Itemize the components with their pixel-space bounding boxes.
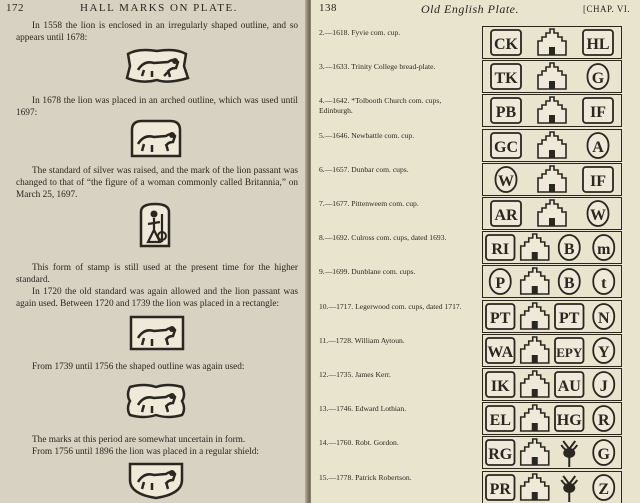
maker-initials-mark: [555, 338, 584, 363]
maker-initials-mark: [486, 235, 515, 260]
svg-text:J: J: [599, 378, 608, 395]
castle-mark-icon: [538, 200, 566, 226]
castle-mark-icon: [521, 405, 549, 431]
castle-mark-icon: [521, 268, 549, 294]
hallmark-marks: [483, 95, 621, 126]
maker-initials-mark: [555, 304, 584, 329]
hallmark-box: [482, 197, 622, 230]
maker-initials-mark: [486, 372, 515, 397]
svg-text:G: G: [597, 446, 610, 464]
hallmark-row-label: 2.—1618. Fyvie com. cup.: [319, 28, 401, 37]
left-running-head: HALL MARKS ON PLATE.: [80, 2, 238, 14]
castle-mark-icon: [521, 371, 549, 397]
maker-initials-mark: [486, 440, 515, 465]
maker-initials-mark: [555, 372, 584, 397]
svg-text:B: B: [563, 275, 575, 293]
hallmark-marks: [483, 403, 621, 434]
svg-text:R: R: [597, 412, 610, 430]
hallmark-box: [482, 163, 622, 196]
lion-arched-outline-mark: [128, 118, 184, 158]
maker-initials-mark: [593, 235, 614, 260]
svg-text:HL: HL: [586, 36, 610, 53]
hallmark-row: [311, 60, 640, 96]
svg-text:t: t: [601, 275, 607, 293]
maker-initials-mark: [555, 406, 584, 431]
maker-initials-mark: [583, 30, 613, 55]
maker-initials-mark: [593, 406, 614, 431]
svg-text:m: m: [597, 241, 611, 259]
left-page-number: 172: [6, 2, 24, 14]
hallmark-row: [311, 197, 640, 233]
hallmark-row-label: 13.—1746. Edward Lothian.: [319, 404, 407, 414]
hallmark-marks: [483, 472, 621, 503]
hallmark-marks: [483, 335, 621, 366]
maker-initials-mark: [588, 133, 609, 158]
castle-mark-icon: [521, 439, 549, 465]
maker-initials-mark: [491, 64, 521, 89]
maker-initials-mark: [486, 338, 515, 363]
hallmark-marks: [483, 164, 621, 195]
svg-text:AU: AU: [557, 378, 581, 395]
hallmark-row: [311, 26, 640, 62]
svg-text:Y: Y: [597, 343, 610, 361]
hallmark-row-label: 8.—1692. Culross com. cups, dated 1693.: [319, 233, 447, 243]
hallmark-box: [482, 60, 622, 93]
hallmark-row-label: 5.—1646. Newbattle com. cup.: [319, 130, 415, 140]
hallmark-row: [311, 300, 640, 336]
maker-initials-mark: [583, 167, 613, 192]
hallmark-row-label: 4.—1642. *Tolbooth Church com. cups, Edinburgh.: [319, 96, 442, 116]
castle-mark-icon: [521, 474, 549, 500]
hallmark-row: [311, 129, 640, 165]
maker-initials-mark: [486, 304, 515, 329]
lion-shaped-outline-mark: [124, 381, 188, 421]
svg-text:AR: AR: [494, 207, 518, 224]
hallmark-box: [482, 368, 622, 401]
hallmark-marks: [483, 130, 621, 161]
svg-text:IF: IF: [590, 172, 606, 190]
hallmark-row: [311, 163, 640, 199]
hallmark-marks: [483, 437, 621, 468]
hallmark-row: [311, 231, 640, 267]
svg-text:EPY: EPY: [556, 344, 583, 360]
castle-mark-icon: [521, 234, 549, 260]
castle-mark-icon: [521, 303, 549, 329]
svg-text:RG: RG: [488, 446, 513, 464]
svg-text:GC: GC: [494, 138, 518, 156]
svg-text:B: B: [563, 241, 575, 259]
svg-text:W: W: [590, 207, 606, 224]
paragraph-uncertain: The marks at this period are somewhat uncertain in form.: [32, 435, 246, 445]
svg-text:A: A: [592, 138, 604, 156]
chapter-label: [CHAP. VI.: [583, 4, 631, 14]
paragraph-1739: From 1739 until 1756 the shaped outline was again used:: [32, 362, 245, 372]
paragraph-1558: In 1558 the lion is enclosed in an irregularly shaped outline, and so appears until 1678:: [16, 21, 298, 43]
svg-text:CK: CK: [494, 36, 518, 53]
svg-text:P: P: [495, 275, 506, 293]
britannia-figure-mark: [138, 202, 172, 250]
hallmark-row-label: 9.—1699. Dunblane com. cups.: [319, 267, 416, 277]
hallmark-row: [311, 402, 640, 438]
hallmark-box: [482, 300, 622, 333]
hallmark-box: [482, 231, 622, 264]
paragraph-higher-standard: This form of stamp is still used at the present time for the higher standard.: [16, 263, 298, 285]
svg-text:PR: PR: [489, 480, 511, 498]
lion-irregular-outline-mark: [124, 46, 190, 86]
hallmark-row-label: 14.—1760. Robt. Gordon.: [319, 438, 399, 448]
hallmark-box: [482, 265, 622, 298]
hallmark-box: [482, 94, 622, 127]
castle-mark-icon: [538, 29, 566, 55]
svg-text:PT: PT: [490, 309, 511, 327]
maker-initials-mark: [491, 98, 521, 123]
thistle-mark-icon: [561, 441, 577, 467]
hallmark-box: [482, 129, 622, 162]
maker-initials-mark: [593, 304, 614, 329]
hallmark-row: [311, 334, 640, 370]
svg-text:PT: PT: [559, 309, 580, 327]
maker-initials-mark: [588, 64, 609, 89]
hallmark-row: [311, 471, 640, 503]
maker-initials-mark: [490, 269, 511, 294]
hallmark-box: [482, 334, 622, 367]
hallmark-row-label: 7.—1677. Pittenweem com. cup.: [319, 199, 419, 208]
left-page: [0, 0, 308, 503]
hallmark-marks: [483, 232, 621, 263]
svg-text:TK: TK: [494, 70, 518, 88]
svg-text:WA: WA: [487, 343, 514, 361]
lion-rectangle-mark: [128, 314, 186, 352]
svg-text:G: G: [591, 70, 605, 88]
thistle-mark-icon: [561, 476, 577, 502]
castle-mark-icon: [538, 97, 566, 123]
hallmark-marks: [483, 27, 621, 58]
right-page: [311, 0, 640, 503]
maker-initials-mark: [583, 98, 613, 123]
hallmark-row-label: 10.—1717. Legerwood com. cups, dated 1717.: [319, 301, 462, 311]
maker-initials-mark: [593, 440, 614, 465]
maker-initials-mark: [559, 235, 580, 260]
castle-mark-icon: [538, 63, 566, 89]
maker-initials-mark: [491, 30, 521, 55]
svg-text:PB: PB: [495, 104, 517, 122]
hallmark-marks: [483, 61, 621, 92]
hallmark-marks: [483, 301, 621, 332]
lion-shield-mark: [126, 460, 186, 500]
svg-text:N: N: [597, 309, 610, 327]
maker-initials-mark: [593, 475, 614, 500]
hallmark-box: [482, 402, 622, 435]
hallmark-box: [482, 471, 622, 503]
maker-initials-mark: [496, 167, 517, 192]
paragraph-1697: The standard of silver was raised, and the mark of the lion passant was changed to that of “the figure of a woman commonly called Britannia,” on March 25, 1697.: [16, 166, 298, 200]
svg-text:RI: RI: [491, 241, 510, 259]
castle-mark-icon: [538, 166, 566, 192]
maker-initials-mark: [559, 269, 580, 294]
right-page-number: 138: [319, 2, 337, 14]
maker-initials-mark: [486, 475, 515, 500]
paragraph-1720: In 1720 the old standard was again allowed and the lion passant was again used. Between 1720 and 1739 the lion was placed in a rectangle:: [16, 287, 298, 309]
hallmark-marks: [483, 266, 621, 297]
svg-text:EL: EL: [489, 412, 511, 430]
svg-text:IK: IK: [490, 378, 510, 395]
maker-initials-mark: [593, 338, 614, 363]
maker-initials-mark: [588, 201, 609, 226]
maker-initials-mark: [593, 372, 614, 397]
hallmark-row-label: 3.—1633. Trinity College bread-plate.: [319, 62, 436, 72]
maker-initials-mark: [491, 133, 521, 158]
hallmark-row: [311, 368, 640, 404]
hallmark-row: [311, 436, 640, 472]
hallmark-row: [311, 265, 640, 301]
maker-initials-mark: [593, 269, 614, 294]
maker-initials-mark: [486, 406, 515, 431]
svg-text:W: W: [498, 172, 514, 190]
paragraph-1678: In 1678 the lion was placed in an arched outline, which was used until 1697:: [16, 96, 298, 118]
hallmark-marks: [483, 198, 621, 229]
castle-mark-icon: [521, 337, 549, 363]
hallmark-box: [482, 436, 622, 469]
hallmark-box: [482, 26, 622, 59]
castle-mark-icon: [538, 132, 566, 158]
right-running-head: Old English Plate.: [421, 2, 519, 16]
svg-text:IF: IF: [590, 104, 606, 122]
svg-text:HG: HG: [556, 412, 582, 430]
hallmark-row-label: 11.—1728. William Aytoun.: [319, 335, 405, 345]
hallmark-row-label: 6.—1657. Dunbar com. cups.: [319, 164, 409, 174]
hallmark-marks: [483, 369, 621, 400]
hallmark-row-label: 15.—1778. Patrick Robertson.: [319, 472, 412, 482]
hallmark-row-label: 12.—1735. James Kerr.: [319, 370, 391, 379]
hallmark-row: [311, 94, 640, 130]
paragraph-1756: From 1756 until 1896 the lion was placed in a regular shield:: [32, 447, 259, 457]
svg-text:Z: Z: [598, 480, 610, 498]
maker-initials-mark: [491, 201, 521, 226]
